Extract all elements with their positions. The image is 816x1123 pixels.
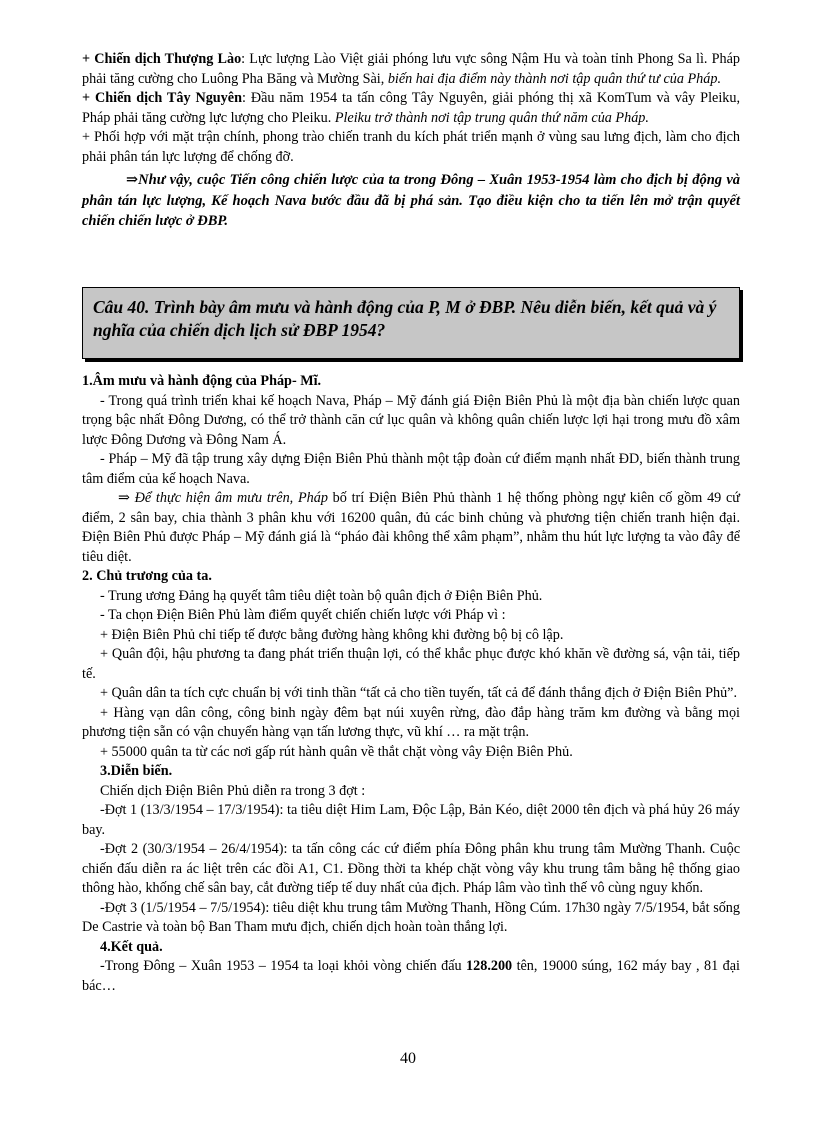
section2-paragraph-2: - Ta chọn Điện Biên Phủ làm điểm quyết chiến chiến lược với Pháp vì :	[100, 607, 506, 623]
double-arrow-icon: ⇒	[126, 172, 139, 188]
section4-p1-after: tên, 19000 súng, 162 máy bay , 81 đại bác…	[82, 958, 740, 994]
heading-section-1: 1.Âm mưu và hành động của Pháp- Mĩ.	[82, 373, 322, 389]
section2-paragraph-6: + Hàng vạn dân công, công binh ngày đêm bạt núi xuyên rừng, đào đắp hàng trăm km đường và bằng mọi phương tiện sẵn có vận chuyển hàng vạn tấn lương thực, vũ khí … ra mặt trận.	[82, 704, 740, 740]
section3-paragraph-1: Chiến dịch Điện Biên Phủ diễn ra trong 3 đợt :	[100, 782, 366, 799]
section2-paragraph-4: + Quân đội, hậu phương ta đang phát triển thuận lợi, có thể khắc phục được khó khăn về đường sá, vận tải, tiếp tế.	[82, 646, 740, 682]
section1-paragraph-1: - Trong quá trình triển khai kế hoạch Nava, Pháp – Mỹ đánh giá Điện Biên Phủ là một địa bàn chiến lược quan trọng bậc nhất Đông Dương, có thể trở thành căn cứ lục quân và không quân chiến lược lợi hại trong mưu đồ xâm lược Đông Dương và Đông Nam Á.	[82, 392, 740, 448]
top-section	[82, 50, 740, 246]
section4-p1-bold: 128.200	[466, 958, 513, 974]
section2-paragraph-3: + Điện Biên Phủ chỉ tiếp tế được bằng đường hàng không khi đường bộ bị cô lập.	[100, 626, 564, 643]
conclusion-paragraph	[82, 170, 740, 232]
paragraph-thuong-lao	[82, 50, 740, 89]
label-tay-nguyen: + Chiến dịch Tây Nguyên	[82, 90, 242, 106]
conclusion-text: Như vậy, cuộc Tiến công chiến lược của ta trong Đông – Xuân 1953-1954 làm cho địch bị động và phân tán lực lượng, Kế hoạch Nava bước đầu đã bị phá sản. Tạo điều kiện cho ta tiến lên mở trận quyết chiến chiến lược ở ĐBP.	[82, 172, 740, 229]
section3-paragraph-4: -Đợt 3 (1/5/1954 – 7/5/1954): tiêu diệt khu trung tâm Mường Thanh, Hồng Cúm. 17h30 ngày 7/5/1954, bắt sống De Castrie và toàn bộ Ban Tham mưu địch, chiến dịch hoàn toàn thắng lợi.	[82, 899, 740, 935]
section1-p3-text: bố trí Điện Biên Phủ thành 1 hệ thống phòng ngự kiên cố gồm 49 cứ điểm, 2 sân bay, chia thành 3 phân khu với 16200 quân, đủ các binh chủng và phương tiện chiến tranh hiện đại. Điện Biên Phủ được Pháp – Mỹ đánh giá là “pháo đài không thể xâm phạm”, nhằm thu hút lực lượng ta vào đây để tiêu diệt.	[82, 490, 740, 565]
section2-paragraph-7: + 55000 quân ta từ các nơi gấp rút hành quân về thắt chặt vòng vây Điện Biên Phủ.	[100, 743, 573, 760]
paragraph-phoi-hop: + Phối hợp với mặt trận chính, phong trào chiến tranh du kích phát triển mạnh ở vùng sau lưng địch, làm cho địch phải phân tán lực lượng để chống đỡ.	[82, 129, 740, 165]
italic-tay-nguyen: Pleiku trở thành nơi tập trung quân thứ năm của Pháp.	[334, 109, 649, 126]
question-box	[82, 287, 740, 359]
question-title: Câu 40. Trình bày âm mưu và hành động của P, M ở ĐBP. Nêu diễn biến, kết quả và ý nghĩa của chiến dịch lịch sử ĐBP 1954?	[93, 297, 717, 340]
section1-p3-italic: Để thực hiện âm mưu trên, Pháp	[129, 490, 328, 506]
italic-thuong-lao: biến hai địa điểm này thành nơi tập quân thứ tư của Pháp.	[387, 70, 721, 87]
answer-section	[82, 372, 740, 996]
section1-paragraph-2: - Pháp – Mỹ đã tập trung xây dựng Điện Biên Phủ thành một tập đoàn cứ điểm mạnh nhất ĐD, biến thành trung tâm điểm của kế hoạch Nava.	[82, 451, 740, 487]
section2-paragraph-1: - Trung ương Đảng hạ quyết tâm tiêu diệt toàn bộ quân địch ở Điện Biên Phủ.	[100, 587, 543, 604]
heading-section-4: 4.Kết quả.	[100, 938, 163, 955]
section3-paragraph-3: -Đợt 2 (30/3/1954 – 26/4/1954): ta tấn công các cứ điểm phía Đông phân khu trung tâm Mường Thanh. Cuộc chiến đấu diễn ra ác liệt trên các đồi A1, C1. Đồng thời ta khép chặt vòng vây khu trung tâm bằng hệ thống giao thông hào, khống chế sân bay, cắt đường tiếp tế duy nhất của địch. Pháp lâm vào tình thế vô cùng nguy khốn.	[82, 841, 740, 896]
text-tay-nguyen: : Đầu năm 1954 ta tấn công Tây Nguyên, giải phóng thị xã KomTum và vây Pleiku, Pháp phải tăng cường lực lượng cho Pleiku.	[82, 90, 740, 126]
section3-paragraph-2: -Đợt 1 (13/3/1954 – 17/3/1954): ta tiêu diệt Him Lam, Độc Lập, Bản Kéo, diệt 2000 tên địch và phá hủy 26 máy bay.	[82, 802, 740, 838]
page-number: 40	[400, 1050, 416, 1067]
section4-p1-before: -Trong Đông – Xuân 1953 – 1954 ta loại khỏi vòng chiến đấu	[100, 958, 467, 974]
heading-section-3: 3.Diễn biến.	[100, 763, 173, 779]
section1-paragraph-3	[82, 489, 740, 567]
paragraph-tay-nguyen	[82, 89, 740, 128]
section2-paragraph-5: + Quân dân ta tích cực chuẩn bị với tinh thần “tất cả cho tiền tuyến, tất cả để đánh thắng địch ở Điện Biên Phủ”.	[100, 685, 738, 701]
text-thuong-lao: : Lực lượng Lào Việt giải phóng lưu vực sông Nậm Hu và toàn tỉnh Phong Sa lì. Pháp phải tăng cường cho Luông Pha Băng và Mường Sài,	[82, 51, 740, 87]
double-arrow-icon: ⇒	[118, 490, 130, 506]
label-thuong-lao: + Chiến dịch Thượng Lào	[82, 51, 242, 67]
heading-section-2: 2. Chủ trương của ta.	[82, 568, 212, 584]
section4-paragraph-1	[82, 957, 740, 996]
